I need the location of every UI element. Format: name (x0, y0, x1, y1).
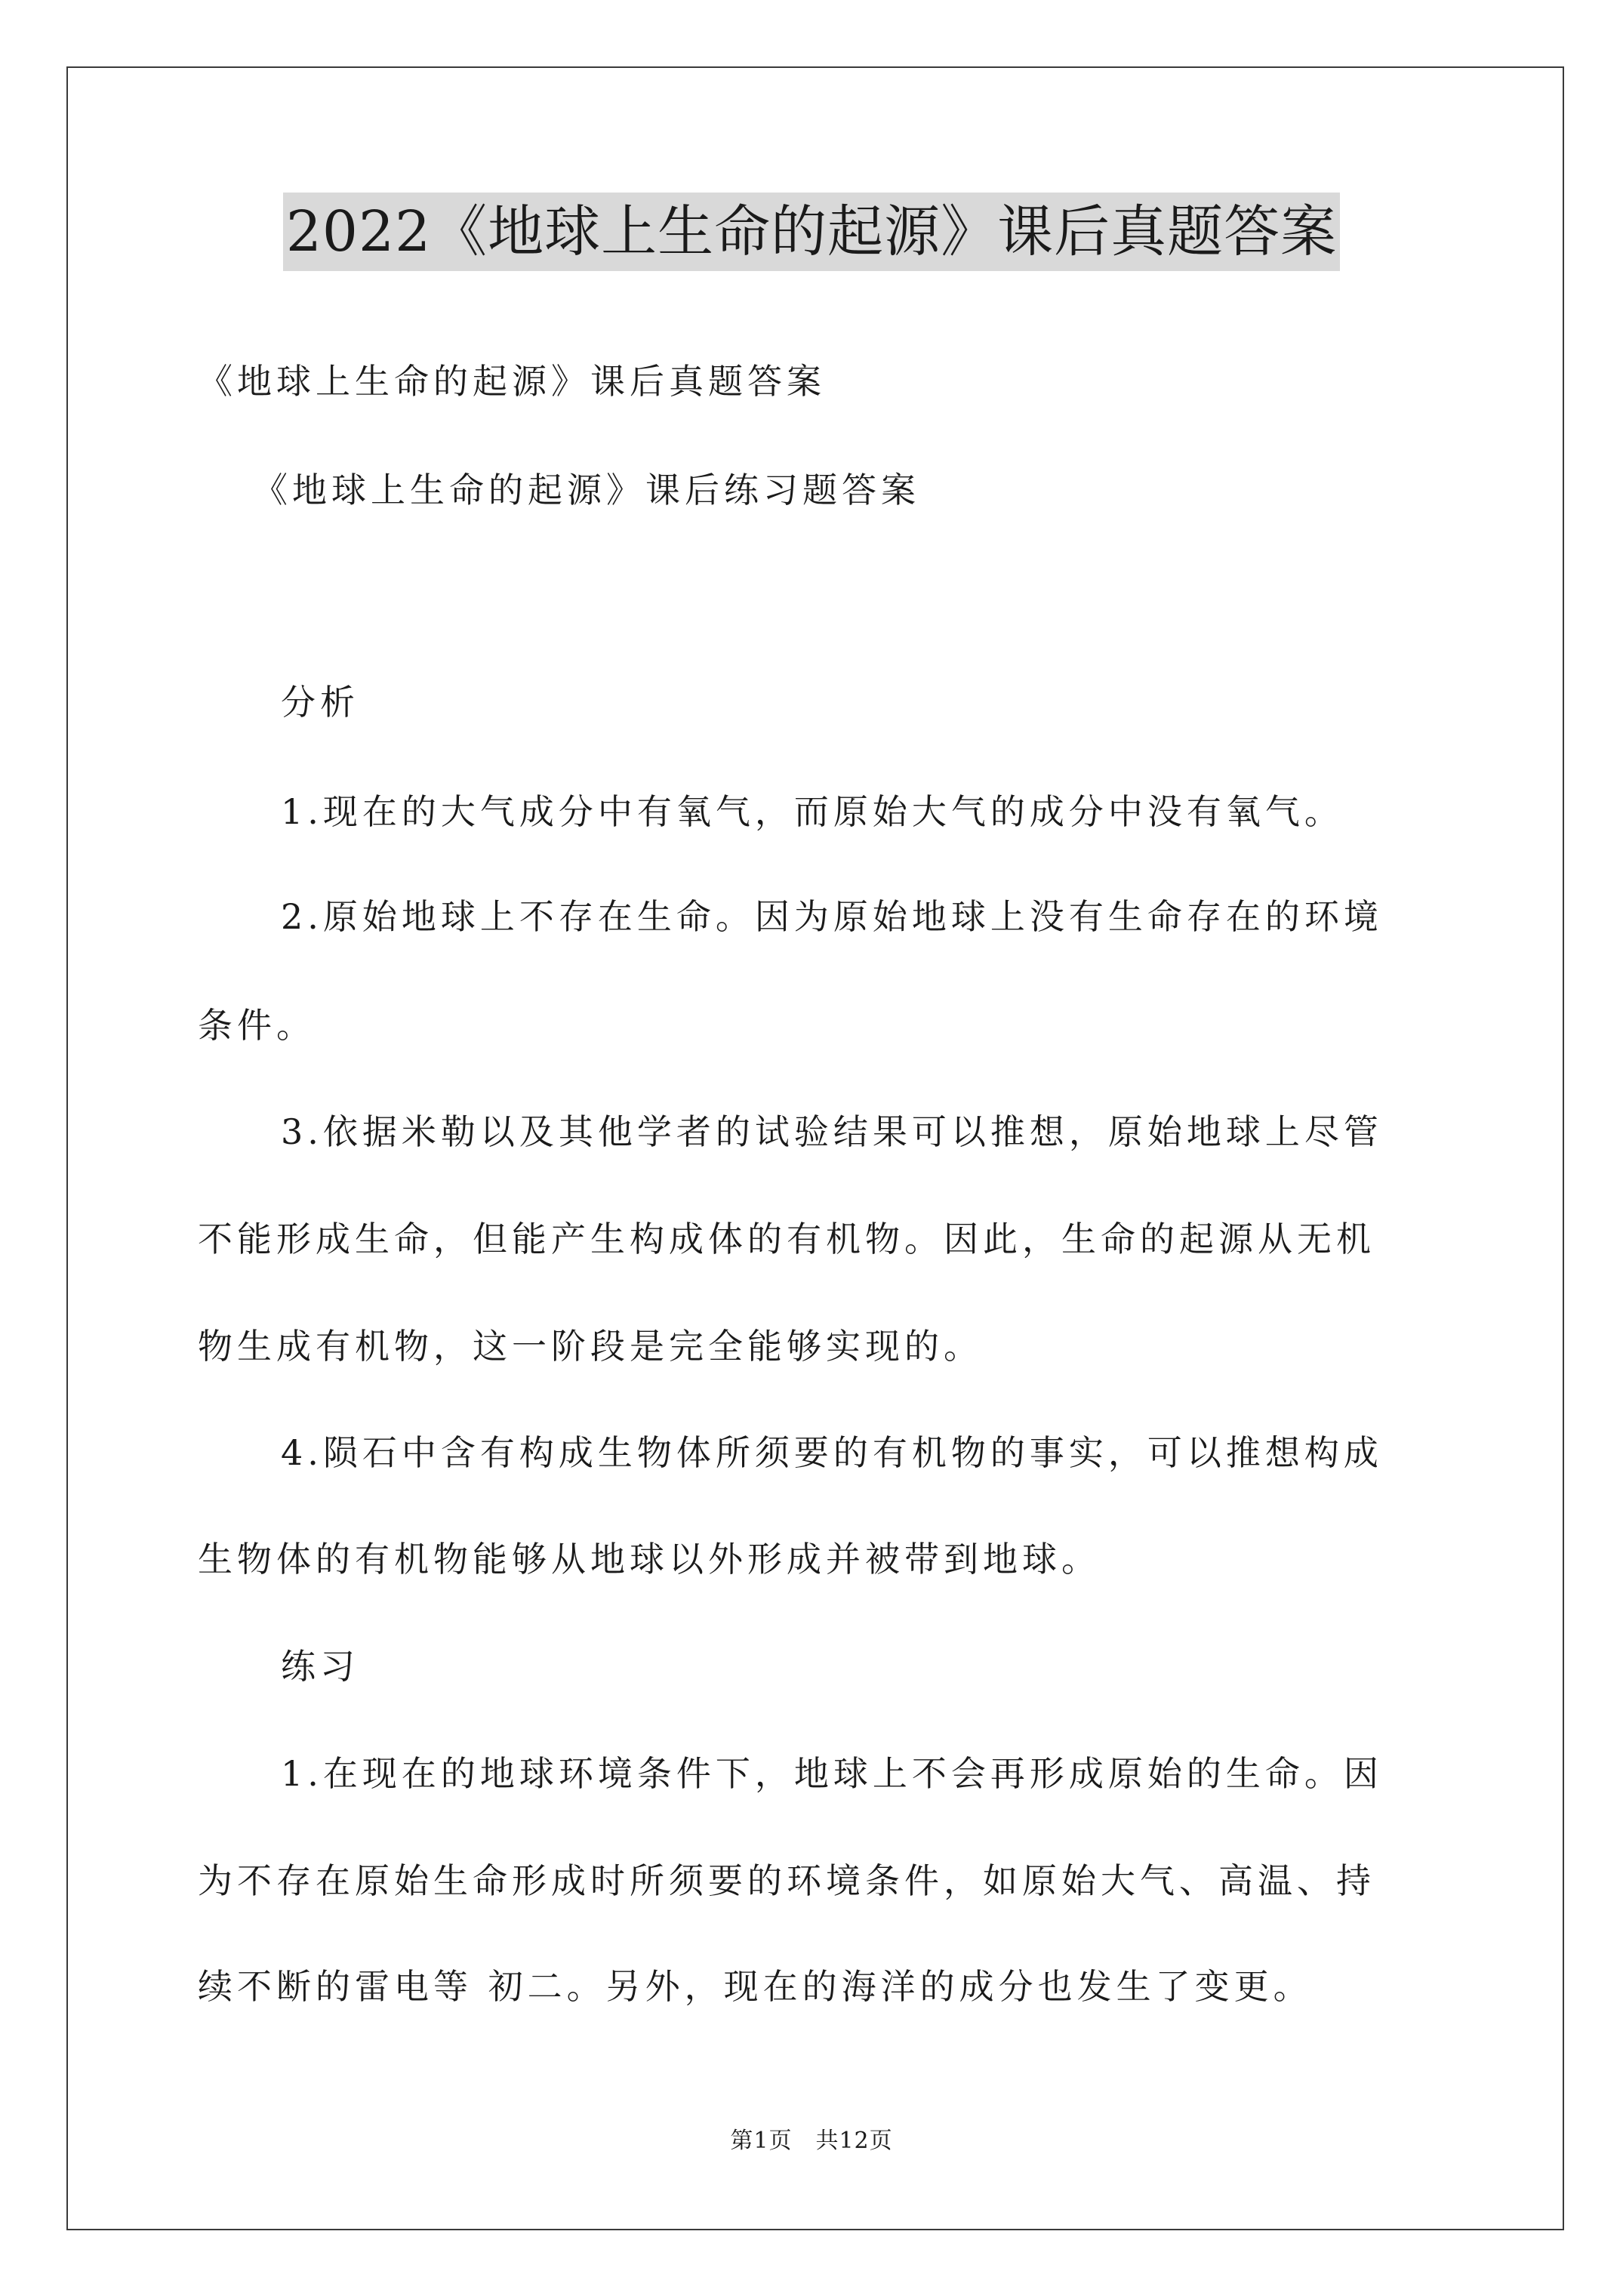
paragraph-line: 生物体的有机物能够从地球以外形成并被带到地球。 (198, 1539, 1101, 1579)
page-footer: 第1页 共12页 (730, 2128, 893, 2154)
paragraph-line: 分析 (281, 682, 359, 723)
paragraph-line: 不能形成生命，但能产生构成体的有机物。因此，生命的起源从无机 (198, 1219, 1375, 1259)
paragraph-line: 续不断的雷电等 初二。另外，现在的海洋的成分也发生了变更。 (198, 1966, 1313, 2007)
paragraph-line: 1.在现在的地球环境条件下，地球上不会再形成原始的生命。因 (281, 1753, 1383, 1794)
subtitle: 《地球上生命的起源》课后真题答案 (198, 361, 826, 402)
paragraph-line: 2.原始地球上不存在生命。因为原始地球上没有生命存在的环境 (281, 896, 1383, 937)
paragraph-line: 条件。 (198, 1005, 316, 1046)
title-container (0, 193, 1623, 271)
paragraph-line: 练习 (281, 1646, 359, 1687)
paragraph-line: 1.现在的大气成分中有氧气，而原始大气的成分中没有氧气。 (281, 791, 1344, 832)
paragraph-line: 物生成有机物，这一阶段是完全能够实现的。 (198, 1326, 983, 1367)
section-heading: 《地球上生命的起源》课后练习题答案 (253, 470, 920, 510)
paragraph-line: 为不存在原始生命形成时所须要的环境条件，如原始大气、高温、持 (198, 1860, 1375, 1901)
document-title: 2022《地球上生命的起源》课后真题答案 (283, 193, 1340, 271)
paragraph-line: 4.陨石中含有构成生物体所须要的有机物的事实，可以推想构成 (281, 1432, 1383, 1473)
paragraph-line: 3.依据米勒以及其他学者的试验结果可以推想，原始地球上尽管 (281, 1111, 1383, 1152)
